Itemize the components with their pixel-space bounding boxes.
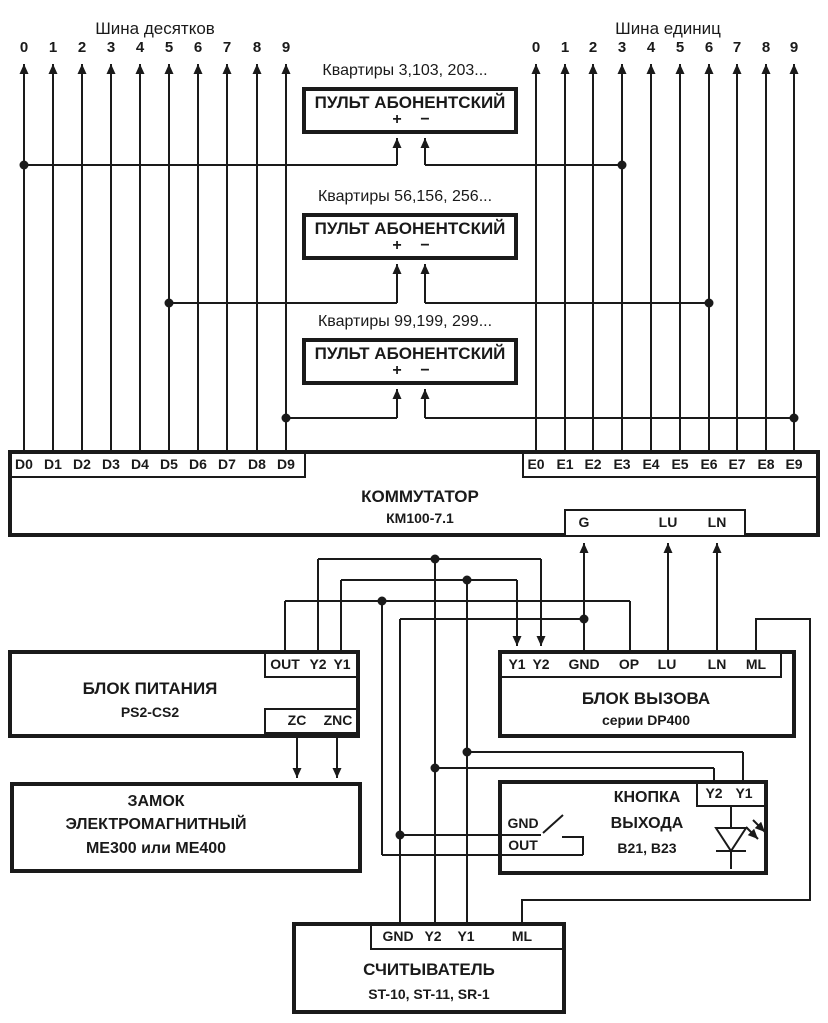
tens-digit-2: 2 xyxy=(77,39,87,56)
reader-title: СЧИТЫВАТЕЛЬ xyxy=(363,960,495,979)
terminal-g: G xyxy=(578,514,590,530)
handset-3-plus-terminal: + xyxy=(392,362,402,379)
tens-digit-7: 7 xyxy=(222,39,232,56)
lock-title-line3: МЕ300 или МЕ400 xyxy=(85,840,227,857)
terminal-e2: E2 xyxy=(584,456,602,472)
terminal-cb-y1: Y1 xyxy=(508,656,526,672)
units-digit-4: 4 xyxy=(646,39,656,56)
tens-bus-title: Шина десятков xyxy=(95,19,215,38)
handset-2-caption: Квартиры 56,156, 256... xyxy=(317,188,493,205)
terminal-d3: D3 xyxy=(102,456,120,472)
commutator-title: КОММУТАТОР xyxy=(361,487,479,506)
terminal-eb-gnd: GND xyxy=(507,815,539,831)
power-supply-title: БЛОК ПИТАНИЯ xyxy=(82,679,218,698)
terminal-cb-lu: LU xyxy=(657,656,677,672)
handset-3-title: ПУЛЬТ АБОНЕНТСКИЙ xyxy=(314,344,506,363)
handset-3-caption: Квартиры 99,199, 299... xyxy=(317,313,493,330)
terminal-eb-out: OUT xyxy=(508,837,538,853)
handset-2-minus-terminal: − xyxy=(420,237,430,254)
terminal-d6: D6 xyxy=(189,456,207,472)
units-digit-2: 2 xyxy=(588,39,598,56)
terminal-ps-out: OUT xyxy=(270,656,300,672)
handset-2-plus-terminal: + xyxy=(392,237,402,254)
terminal-cb-gnd: GND xyxy=(568,656,600,672)
units-digit-0: 0 xyxy=(531,39,541,56)
exit-button-model: B21, B23 xyxy=(617,840,677,856)
tens-digit-1: 1 xyxy=(48,39,58,56)
handset-2-title: ПУЛЬТ АБОНЕНТСКИЙ xyxy=(314,219,506,238)
tens-digit-9: 9 xyxy=(281,39,291,56)
terminal-d9: D9 xyxy=(277,456,295,472)
tens-digit-5: 5 xyxy=(164,39,174,56)
terminal-d8: D8 xyxy=(248,456,266,472)
terminal-eb-y2: Y2 xyxy=(705,785,723,801)
terminal-e3: E3 xyxy=(613,456,631,472)
handset-1-plus-terminal: + xyxy=(392,111,402,128)
terminal-e4: E4 xyxy=(642,456,660,472)
terminal-rd-y2: Y2 xyxy=(424,928,442,944)
terminal-cb-op: OP xyxy=(618,656,640,672)
terminal-lu: LU xyxy=(658,514,678,530)
units-digit-9: 9 xyxy=(789,39,799,56)
terminal-d0: D0 xyxy=(15,456,33,472)
terminal-rd-ml: ML xyxy=(511,928,533,944)
handset-3-minus-terminal: − xyxy=(420,362,430,379)
terminal-cb-y2: Y2 xyxy=(532,656,550,672)
terminal-ln: LN xyxy=(707,514,727,530)
tens-digit-3: 3 xyxy=(106,39,116,56)
terminal-d1: D1 xyxy=(44,456,62,472)
units-digit-5: 5 xyxy=(675,39,685,56)
terminal-e9: E9 xyxy=(785,456,803,472)
tens-digit-8: 8 xyxy=(252,39,262,56)
lock-title-line2: ЭЛЕКТРОМАГНИТНЫЙ xyxy=(65,816,247,833)
units-digit-1: 1 xyxy=(560,39,570,56)
terminal-e0: E0 xyxy=(527,456,545,472)
lock-title-line1: ЗАМОК xyxy=(127,793,185,810)
terminal-d5: D5 xyxy=(160,456,178,472)
exit-button-title-line1: КНОПКА xyxy=(613,789,681,806)
units-bus-title: Шина единиц xyxy=(615,19,721,38)
units-digit-3: 3 xyxy=(617,39,627,56)
power-supply-model: PS2-CS2 xyxy=(120,704,180,720)
handset-1-title: ПУЛЬТ АБОНЕНТСКИЙ xyxy=(314,93,506,112)
terminal-ps-znc: ZNC xyxy=(323,712,353,728)
tens-digit-4: 4 xyxy=(135,39,145,56)
terminal-ps-y1: Y1 xyxy=(333,656,351,672)
terminal-ps-zc: ZC xyxy=(287,712,307,728)
units-digit-8: 8 xyxy=(761,39,771,56)
call-block-title: БЛОК ВЫЗОВА xyxy=(581,689,711,708)
handset-1-caption: Квартиры 3,103, 203... xyxy=(322,62,488,79)
terminal-rd-y1: Y1 xyxy=(457,928,475,944)
commutator-model: КМ100-7.1 xyxy=(386,510,454,526)
tens-digit-6: 6 xyxy=(193,39,203,56)
exit-button-title-line2: ВЫХОДА xyxy=(610,815,684,832)
terminal-e1: E1 xyxy=(556,456,574,472)
terminal-rd-gnd: GND xyxy=(382,928,414,944)
terminal-d7: D7 xyxy=(218,456,236,472)
terminal-d2: D2 xyxy=(73,456,91,472)
terminal-e6: E6 xyxy=(700,456,718,472)
terminal-cb-ml: ML xyxy=(745,656,767,672)
terminal-eb-y1: Y1 xyxy=(735,785,753,801)
units-digit-7: 7 xyxy=(732,39,742,56)
reader-model: ST-10, ST-11, SR-1 xyxy=(368,986,490,1002)
terminal-e7: E7 xyxy=(728,456,746,472)
terminal-ps-y2: Y2 xyxy=(309,656,327,672)
call-block-model: серии DP400 xyxy=(601,712,691,728)
terminal-d4: D4 xyxy=(131,456,149,472)
units-digit-6: 6 xyxy=(704,39,714,56)
terminal-e8: E8 xyxy=(757,456,775,472)
terminal-cb-ln: LN xyxy=(707,656,727,672)
terminal-e5: E5 xyxy=(671,456,689,472)
tens-digit-0: 0 xyxy=(19,39,29,56)
handset-1-minus-terminal: − xyxy=(420,111,430,128)
